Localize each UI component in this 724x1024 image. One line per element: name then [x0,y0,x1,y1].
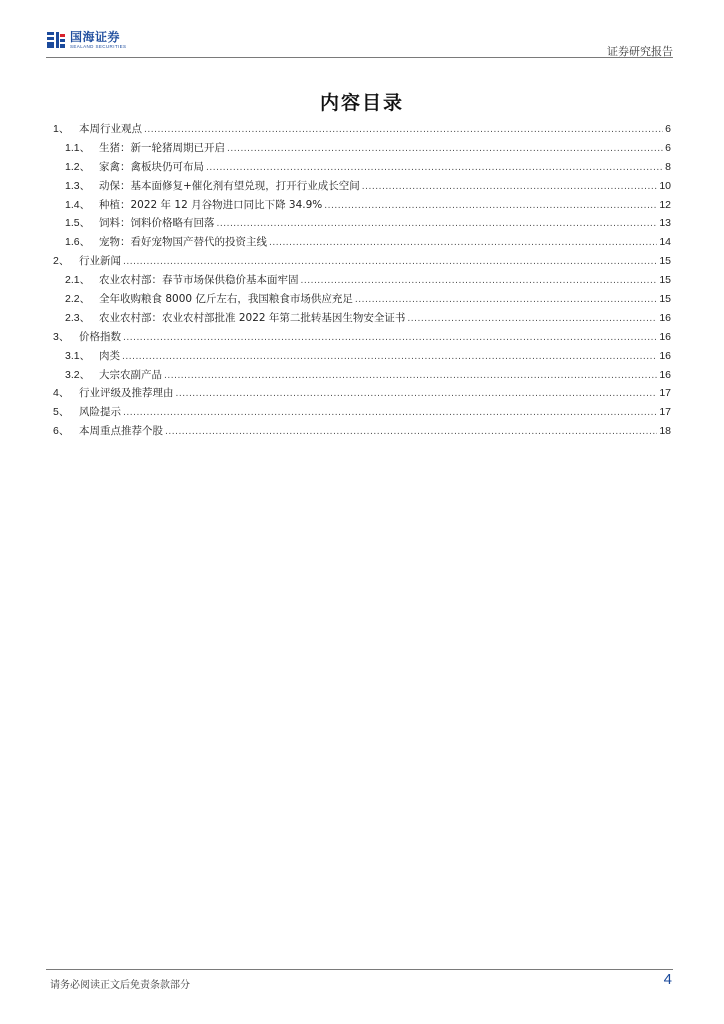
toc-page: 14 [659,236,671,249]
table-of-contents [53,121,671,442]
toc-text: 行业评级及推荐理由 [79,387,174,400]
toc-entry[interactable] [53,140,671,159]
report-type-label: 证券研究报告 [607,45,673,58]
footer-disclaimer: 请务必阅读正文后免责条款部分 [50,980,190,991]
toc-page: 8 [665,160,671,173]
toc-leader [176,389,658,399]
toc-page: 15 [659,255,671,268]
toc-number: 6、 [53,425,70,438]
toc-text: 农业农村部：春节市场保供稳价基本面牢固 [99,274,299,287]
toc-entry[interactable] [53,215,671,234]
logo-text-cn: 国海证券 [70,29,121,44]
footer-divider [46,969,673,970]
toc-text: 宠物：看好宠物国产替代的投资主线 [99,236,267,249]
toc-number: 4、 [53,387,70,400]
toc-page: 6 [665,123,671,135]
toc-number: 1.6、 [65,236,91,249]
toc-number: 2、 [53,255,70,268]
toc-leader [123,333,657,343]
toc-entry[interactable] [53,272,671,291]
toc-leader [164,371,657,381]
toc-page: 16 [659,368,671,381]
toc-number: 3.1、 [65,349,91,362]
toc-number: 2.3、 [65,311,91,324]
toc-leader [217,219,658,229]
toc-page: 16 [659,349,671,362]
toc-entry[interactable] [53,329,671,348]
toc-page: 17 [659,387,671,400]
toc-number: 5、 [53,406,70,419]
toc-page: 12 [659,198,671,211]
toc-text: 本周重点推荐个股 [79,425,163,438]
toc-text: 饲料：饲料价格略有回落 [99,217,215,230]
toc-page: 13 [659,217,671,230]
toc-entry[interactable] [53,253,671,272]
header-divider [46,57,673,58]
toc-number: 1.3、 [65,179,91,192]
toc-number: 1.4、 [65,198,91,211]
toc-page: 10 [659,179,671,192]
toc-leader [355,295,657,305]
toc-entry[interactable] [53,310,671,329]
toc-number: 1.1、 [65,141,91,154]
toc-text: 大宗农副产品 [99,368,162,381]
toc-page: 16 [659,330,671,343]
toc-text: 种植：2022 年 12 月谷物进口同比下降 34.9% [99,198,323,211]
toc-text: 价格指数 [79,330,121,343]
toc-leader [144,125,663,135]
toc-leader [165,427,657,437]
toc-entry[interactable] [53,367,671,386]
toc-text: 生猪：新一轮猪周期已开启 [99,141,225,154]
toc-number: 3.2、 [65,368,91,381]
toc-text: 家禽：禽板块仍可布局 [99,160,204,173]
toc-page: 16 [659,311,671,324]
page-number: 4 [663,971,672,988]
toc-entry[interactable] [53,404,671,423]
toc-leader [123,408,657,418]
toc-number: 2.1、 [65,274,91,287]
toc-entry[interactable] [53,234,671,253]
toc-text: 肉类 [99,349,120,362]
toc-leader [324,201,657,211]
toc-leader [123,257,657,267]
toc-text: 全年收购粮食 8000 亿斤左右，我国粮食市场供应充足 [99,293,353,306]
toc-text: 动保：基本面修复+催化剂有望兑现，打开行业成长空间 [99,179,360,192]
toc-title: 内容目录 [319,92,404,114]
toc-page: 17 [659,406,671,419]
toc-leader [206,163,663,173]
toc-number: 1.2、 [65,160,91,173]
toc-text: 风险提示 [79,406,121,419]
toc-leader [407,314,657,324]
company-logo [46,30,126,50]
toc-entry[interactable] [53,385,671,404]
toc-number: 1、 [53,123,70,135]
logo-text-en: SEALAND SECURITIES [70,43,127,49]
toc-number: 1.5、 [65,217,91,230]
toc-entry[interactable] [53,178,671,197]
toc-entry[interactable] [53,291,671,310]
page-header [46,30,673,60]
toc-entry[interactable] [53,121,671,140]
sealand-logo-icon [46,30,66,50]
toc-text: 本周行业观点 [79,123,142,135]
toc-page: 15 [659,293,671,306]
toc-leader [362,182,658,192]
toc-page: 18 [659,425,671,438]
toc-text: 农业农村部：农业农村部批准 2022 年第二批转基因生物安全证书 [99,311,406,324]
toc-page: 6 [665,141,671,154]
toc-leader [269,238,657,248]
toc-leader [301,276,658,286]
toc-entry[interactable] [53,423,671,442]
toc-page: 15 [659,274,671,287]
toc-number: 3、 [53,330,70,343]
toc-entry[interactable] [53,348,671,367]
toc-number: 2.2、 [65,293,91,306]
toc-leader [122,352,657,362]
toc-entry[interactable] [53,159,671,178]
toc-leader [227,144,663,154]
toc-entry[interactable] [53,197,671,216]
toc-text: 行业新闻 [79,255,121,268]
